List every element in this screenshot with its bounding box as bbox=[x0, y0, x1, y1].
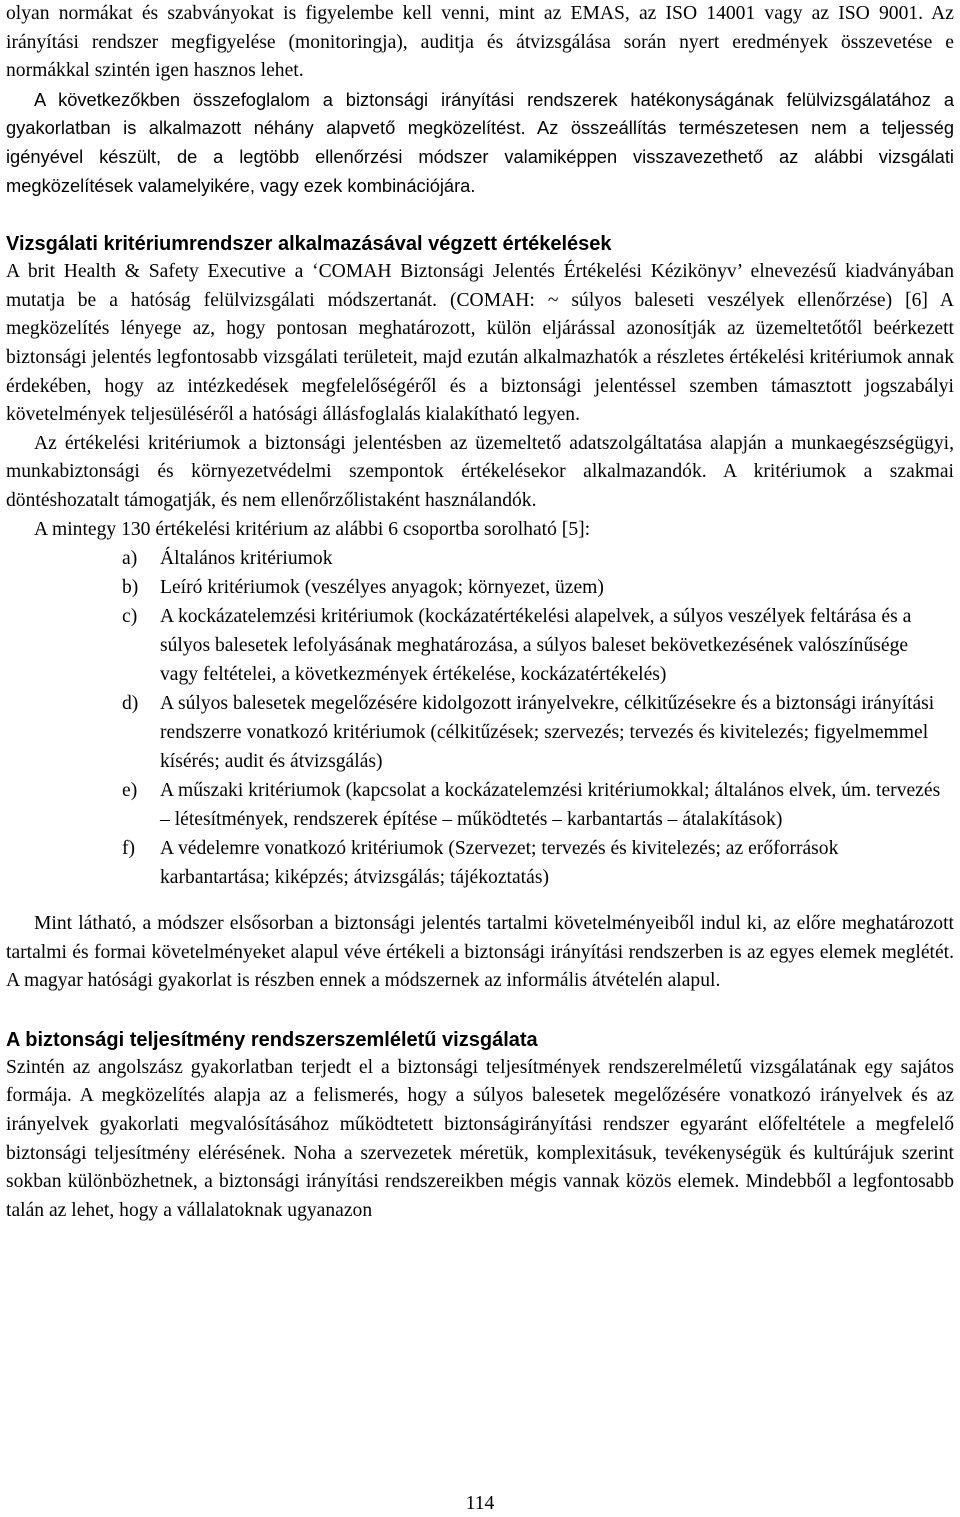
list-item bbox=[6, 689, 954, 776]
list-item-text: A kockázatelemzési kritériumok (kockázatértékelési alapelvek, a súlyos veszélyek feltárása és a súlyos balesetek lefolyásának meghatározása, a súlyos baleset bekövetkezésének valószínűsége vagy feltételei, a következmények értékelése, kockázatértékelés) bbox=[160, 606, 912, 686]
section2-paragraph-1: Szintén az angolszász gyakorlatban terjedt el a biztonsági teljesítmények rendszerelméletű vizsgálatának egy sajátos formája. A megközelítés alapja az a felismerés, hogy a súlyos balesetek megelőzésére vonatkozó irányelvek és az irányelvek gyakorlati megvalósításához működtetett biztonságirányítási rendszer egyaránt előfeltétele a megfelelő biztonsági teljesítmény elérésének. Noha a szervezetek méretük, komplexitásuk, tevékenységük és kultúrájuk szerint sokban különbözhetnek, a biztonsági irányítási rendszereikben mégis vannak közös elemek. Mindebből a legfontosabb talán az lehet, hogy a vállalatoknak ugyanazon bbox=[6, 1056, 954, 1221]
list-marker: b) bbox=[122, 577, 139, 599]
list-marker: c) bbox=[122, 606, 138, 628]
list-marker: f) bbox=[122, 838, 136, 860]
section1-paragraph-3: A mintegy 130 értékelési kritérium az alábbi 6 csoportba sorolható [5]: bbox=[34, 518, 591, 540]
list-item-text: A súlyos balesetek megelőzésére kidolgozott irányelvekre, célkitűzésekre és a biztonsági irányítási rendszerre vonatkozó kritériumok (célkitűzések; szervezés; tervezés és kivitelezés; figyelmemmel kísérés; audit és átvizsgálás) bbox=[160, 693, 935, 773]
page-number: 114 bbox=[465, 1493, 495, 1514]
section-heading-criteria: Vizsgálati kritériumrendszer alkalmazásával végzett értékelések bbox=[6, 233, 612, 256]
list-item bbox=[6, 602, 954, 689]
list-marker: a) bbox=[122, 548, 138, 570]
document-page bbox=[6, 0, 954, 1225]
list-item-text: A védelemre vonatkozó kritériumok (Szervezet; tervezés és kivitelezés; az erőforrások karbantartása; kiképzés; átvizsgálás; tájékoztatás) bbox=[160, 838, 839, 889]
list-marker: d) bbox=[122, 693, 139, 715]
list-item-text: Leíró kritériumok (veszélyes anyagok; környezet, üzem) bbox=[160, 577, 604, 599]
list-marker: e) bbox=[122, 780, 138, 802]
section1-paragraph-2: Az értékelési kritériumok a biztonsági jelentésben az üzemeltető adatszolgáltatása alapján a munkaegészségügyi, munkabiztonsági és környezetvédelmi szempontok értékelésekor alkalmazandók. A kritériumok a szakmai döntéshozatalt támogatják, és nem ellenőrzőlistaként használandók. bbox=[6, 432, 954, 511]
intro-paragraph-1: olyan normákat és szabványokat is figyelembe kell venni, mint az EMAS, az ISO 14001 vagy az ISO 9001. Az irányítási rendszer megfigyelése (monitoringja), auditja és átvizsgálása során nyert eredmények összevetése e normákkal szintén igen hasznos lehet. bbox=[6, 3, 954, 82]
list-item bbox=[6, 834, 954, 892]
criteria-list bbox=[6, 544, 954, 892]
list-item bbox=[6, 776, 954, 834]
list-item-text: A műszaki kritériumok (kapcsolat a kockázatelemzési kritériumokkal; általános elvek, úm. tervezés – létesítmények, rendszerek építése – működtetés – karbantartás – átalakítások) bbox=[160, 780, 941, 831]
list-item bbox=[6, 544, 954, 573]
section1-paragraph-4: Mint látható, a módszer elsősorban a biztonsági jelentés tartalmi követelményeiből indul ki, az előre meghatározott tartalmi és formai követelményeket alapul véve értékeli a biztonsági irányítási rendszerben is az egyes elemek meglétét. A magyar hatósági gyakorlat is részben ennek a módszernek az informális átvételén alapul. bbox=[6, 913, 954, 992]
section1-paragraph-1: A brit Health & Safety Executive a ‘COMAH Biztonsági Jelentés Értékelési Kézikönyv’ elnevezésű kiadványában mutatja be a hatóság felülvizsgálati módszertanát. (COMAH: ~ súlyos baleseti veszélyek ellenőrzése) [6] A megközelítés lényege az, hogy pontosan meghatározott, külön eljárással azonosítják az üzemeltetőtől beérkezett biztonsági jelentés legfontosabb vizsgálati területeit, majd ezután alkalmazhatók a részletes értékelési kritériumok annak érdekében, hogy az intézkedések megfelelőségéről és a biztonsági jelentéssel szemben támasztott jogszabályi követelmények teljesüléséről a hatósági állásfoglalás kialakítható legyen. bbox=[6, 261, 954, 426]
list-item-text: Általános kritériumok bbox=[160, 548, 333, 570]
list-item bbox=[6, 573, 954, 602]
section-heading-performance: A biztonsági teljesítmény rendszerszemléletű vizsgálata bbox=[6, 1028, 538, 1051]
intro-paragraph-2: A következőkben összefoglalom a biztonsági irányítási rendszerek hatékonyságának felülvizsgálatához a gyakorlatban is alkalmazott néhány alapvető megközelítést. Az összeállítás természetesen nem a teljesség igényével készült, de a legtöbb ellenőrzési módszer valamiképpen visszavezethető az alábbi vizsgálati megközelítések valamelyikére, vagy ezek kombinációjára. bbox=[6, 88, 954, 196]
